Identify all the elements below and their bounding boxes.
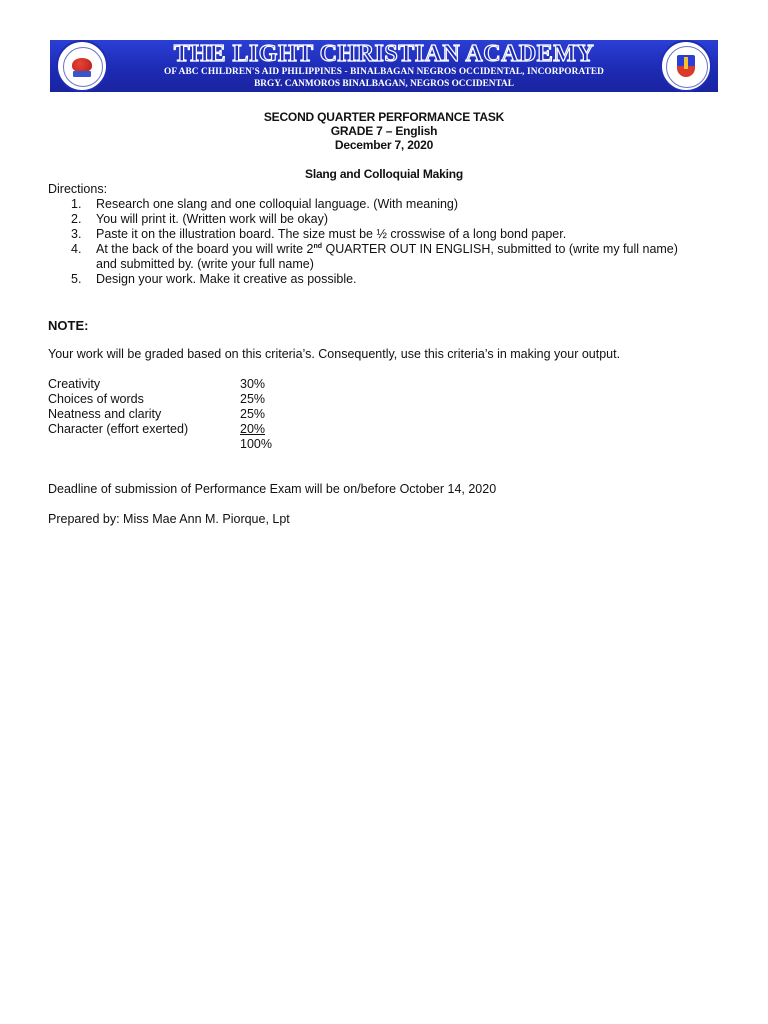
school-name: THE LIGHT CHRISTIAN ACADEMY [173,41,595,67]
school-subtitle-line1: OF ABC CHILDREN'S AID PHILIPPINES - BINALBAGAN NEGROS OCCIDENTAL, INCORPORATED [164,67,604,77]
direction-item-4-text-cont: QUARTER OUT IN ENGLISH, submitted to (write my full name) [322,242,678,256]
task-title: SECOND QUARTER PERFORMANCE TASK [263,110,505,124]
direction-item-3: Paste it on the illustration board. The size must be ½ crosswise of a long bond paper. [96,227,567,241]
directions-label: Directions: [48,182,108,196]
letterhead-banner [50,40,718,92]
criteria-weight: 30% [240,377,266,391]
direction-number: 1. [71,197,82,211]
direction-item-1: Research one slang and one colloquial language. (With meaning) [96,197,459,211]
criteria-name: Creativity [48,377,101,391]
direction-number: 2. [71,212,82,226]
direction-item-4 [96,242,678,257]
criteria-name: Neatness and clarity [48,407,162,421]
criteria-name: Character (effort exerted) [48,422,189,436]
direction-item-4-continuation: and submitted by. (write your full name) [96,257,314,271]
deadline-text: Deadline of submission of Performance Exam will be on/before October 14, 2020 [48,482,497,496]
note-text: Your work will be graded based on this criteria’s. Consequently, use this criteria’s in making your output. [48,347,621,361]
activity-title: Slang and Colloquial Making [305,167,463,181]
prepared-by: Prepared by: Miss Mae Ann M. Piorque, Lpt [48,512,290,526]
school-address: BRGY. CANMOROS BINALBAGAN, NEGROS OCCIDENTAL [254,78,514,89]
deped-seal-icon [660,40,712,92]
note-label: NOTE: [48,318,89,333]
direction-number: 3. [71,227,82,241]
task-date: December 7, 2020 [334,138,434,152]
criteria-name: Choices of words [48,392,144,406]
direction-item-5: Design your work. Make it creative as possible. [96,272,357,286]
criteria-total: 100% [240,437,272,451]
direction-item-4-text: At the back of the board you will write 2 [96,242,314,256]
criteria-weight: 25% [240,392,266,406]
direction-number: 5. [71,272,82,286]
grade-subject: GRADE 7 – English [330,124,438,138]
ordinal-superscript: nd [313,243,323,250]
direction-number: 4. [71,242,82,256]
direction-item-2: You will print it. (Written work will be okay) [96,212,329,226]
criteria-weight: 20% [240,422,266,436]
criteria-weight: 25% [240,407,266,421]
